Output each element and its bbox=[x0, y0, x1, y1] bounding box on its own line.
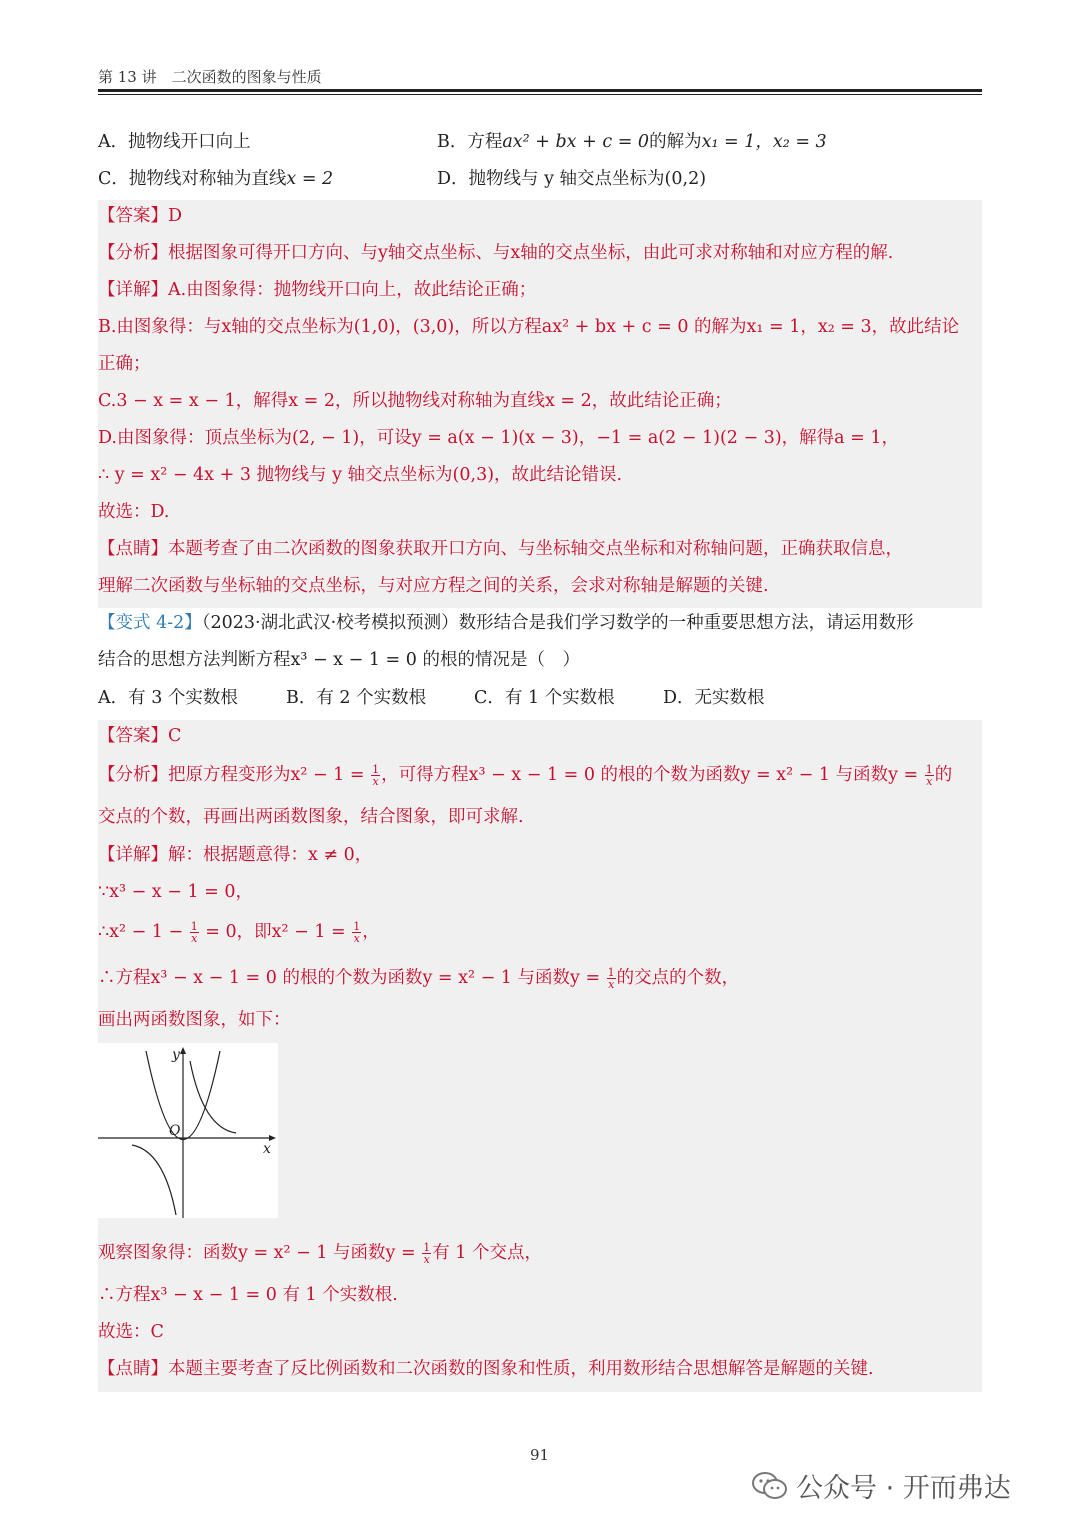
hyperbola-branch-negative bbox=[132, 1145, 176, 1215]
sol41-analysis: 【分析】根据图象可得开口方向、与y轴交点坐标、与x轴的交点坐标，由此可求对称轴和对应方程的解. bbox=[98, 243, 894, 263]
y-axis-label: y bbox=[172, 1047, 180, 1063]
watermark-text: 公众号 · 开而弗达 bbox=[796, 1473, 1011, 1504]
q41-option-d: D．抛物线与 y 轴交点坐标为(0,2) bbox=[437, 169, 707, 189]
hyperbola-branch-positive bbox=[190, 1061, 236, 1133]
q42-option-d: D．无实数根 bbox=[663, 688, 765, 708]
sol42-detail-1: 【详解】解：根据题意得：x ≠ 0， bbox=[98, 845, 373, 865]
sol41-line-d: D.由图象得：顶点坐标为(2, − 1)，可设y = a(x − 1)(x − 3)，−1 = a(2 − 1)(2 − 3)，解得a = 1， bbox=[98, 428, 900, 448]
sol41-detail-a: 【详解】A.由图象得：抛物线开口向上，故此结论正确； bbox=[98, 280, 537, 300]
sol41-answer: 【答案】D bbox=[98, 206, 183, 226]
sol41-line-c: C.3 − x = x − 1，解得x = 2，所以抛物线对称轴为直线x = 2，故此结论正确； bbox=[98, 391, 732, 411]
sol41-line-b2: 正确； bbox=[98, 354, 151, 374]
sol42-choose: 故选：C bbox=[98, 1322, 164, 1342]
sol42-analysis-2: 交点的个数，再画出两函数图象，结合图象，即可求解. bbox=[98, 807, 524, 827]
q42-option-c: C．有 1 个实数根 bbox=[474, 688, 615, 708]
sol42-conclude: ∴方程x³ − x − 1 = 0 有 1 个实数根. bbox=[98, 1285, 398, 1305]
sol42-detail-4: ∴方程x³ − x − 1 = 0 的根的个数为函数y = x² − 1 与函数y = $\frac{1}{x}$ 的交点的个数， bbox=[98, 966, 740, 991]
sol41-comment-2: 理解二次函数与坐标轴的交点坐标，与对应方程之间的关系，会求对称轴是解题的关键. bbox=[98, 576, 769, 596]
sol42-answer: 【答案】C bbox=[98, 726, 182, 746]
sol41-line-b1: B.由图象得：与x轴的交点坐标为(1,0)，(3,0)，所以方程ax² + bx + c = 0 的解为x₁ = 1，x₂ = 3，故此结论 bbox=[98, 317, 960, 337]
watermark bbox=[752, 1466, 1011, 1508]
sol42-detail-5: 画出两函数图象，如下： bbox=[98, 1010, 291, 1030]
q41-option-a: A．抛物线开口向上 bbox=[98, 132, 251, 152]
q42-option-b: B．有 2 个实数根 bbox=[286, 688, 427, 708]
q42-line-1: 【变式 4-2】（2023·湖北武汉·校考模拟预测）数形结合是我们学习数学的一种重要思想方法，请运用数形 bbox=[98, 613, 914, 633]
function-graph-figure bbox=[98, 1043, 278, 1218]
origin-label: O bbox=[169, 1123, 181, 1139]
sol42-analysis: 【分析】把原方程变形为x² − 1 = $\frac{1}{x}$ ，可得方程x³ − x − 1 = 0 的根的个数为函数y = x² − 1 与函数y = $\frac{1}{x}$ 的 bbox=[98, 763, 953, 788]
header-rule-thick bbox=[98, 89, 982, 92]
q41-option-b: B．方程ax² + bx + c = 0的解为x₁ = 1，x₂ = 3 bbox=[437, 132, 827, 152]
wechat-icon bbox=[752, 1471, 788, 1508]
sol41-comment-1: 【点睛】本题考查了由二次函数的图象获取开口方向、与坐标轴交点坐标和对称轴问题，正确获取信息， bbox=[98, 539, 903, 559]
x-axis-label: x bbox=[263, 1141, 271, 1157]
page-header-title: 第 13 讲 二次函数的图象与性质 bbox=[98, 68, 322, 86]
page-number: 91 bbox=[530, 1446, 550, 1464]
q41-option-c: C．抛物线对称轴为直线x = 2 bbox=[98, 169, 334, 189]
y-axis-arrow bbox=[180, 1047, 186, 1054]
sol42-detail-3: ∴x² − 1 − $\frac{1}{x}$ = 0，即x² − 1 = $\frac{1}{x}$ ， bbox=[98, 920, 380, 945]
graph-svg bbox=[98, 1043, 278, 1218]
sol41-line-e: ∴ y = x² − 4x + 3 抛物线与 y 轴交点坐标为(0,3)，故此结论错误. bbox=[98, 465, 623, 485]
q42-line-2: 结合的思想方法判断方程x³ − x − 1 = 0 的根的情况是（ ） bbox=[98, 650, 580, 670]
sol41-choose: 故选：D. bbox=[98, 502, 170, 522]
header-rule-thin bbox=[98, 94, 982, 95]
sol42-detail-2: ∵x³ − x − 1 = 0， bbox=[98, 882, 254, 902]
sol42-comment: 【点睛】本题主要考查了反比例函数和二次函数的图象和性质，利用数形结合思想解答是解题的关键. bbox=[98, 1359, 874, 1379]
q42-option-a: A．有 3 个实数根 bbox=[98, 688, 238, 708]
sol42-observe: 观察图象得：函数y = x² − 1 与函数y = $\frac{1}{x}$ 有 1 个交点， bbox=[98, 1241, 542, 1266]
